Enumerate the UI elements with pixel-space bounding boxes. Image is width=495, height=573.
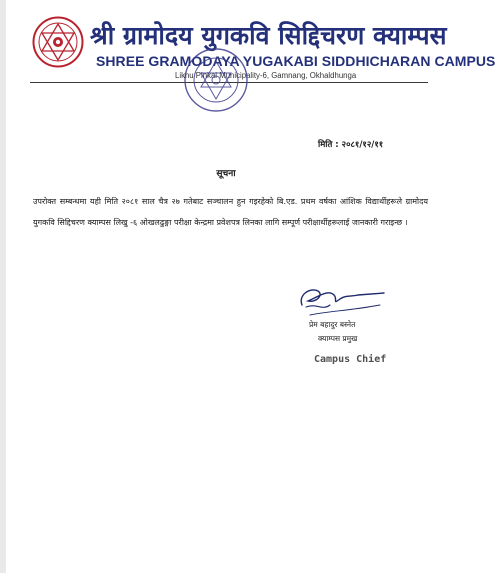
handwritten-signature — [288, 281, 398, 321]
campus-name-nepali: श्री ग्रामोदय युगकवि सिद्दिचरण क्याम्पस — [90, 21, 447, 50]
notice-body: उपरोक्त सम्बन्धमा यही मिति २०८१ साल चैत्र २७ गतेबाट सञ्चालन हुन गइरहेको बि.एड. प्रथम वर्षका आंशिक विद्यार्थीहरूले ग्रामोदय युगकवि सिद्दिचरण क्याम्पस लिखु -६ ओखलढुङ्गा परीक्षा केन्द्रमा प्रवेशपत्र लिनका लागि सम्पूर्ण परीक्षार्थीहरूलाई जानकारी गराइन्छ । — [33, 197, 428, 227]
campus-name-english: SHREE GRAMODAYA YUGAKABI SIDDHICHARAN CAMPUS — [96, 53, 495, 69]
campus-seal-stamp — [183, 47, 249, 113]
campus-address: Likhu Pinkal Municipality-6, Gamnang, Okhaldhunga — [175, 71, 357, 80]
campus-logo — [32, 16, 84, 68]
campus-chief-stamp: Campus Chief — [314, 354, 387, 365]
page-edge — [0, 0, 6, 573]
signatory-name: प्रेम बहादुर बस्नेत — [309, 320, 356, 329]
notice-date: मिति : २०८१/१२/११ — [318, 140, 384, 150]
notice-heading: सूचना — [216, 169, 236, 179]
signatory-title: क्याम्पस प्रमुख — [318, 334, 358, 343]
